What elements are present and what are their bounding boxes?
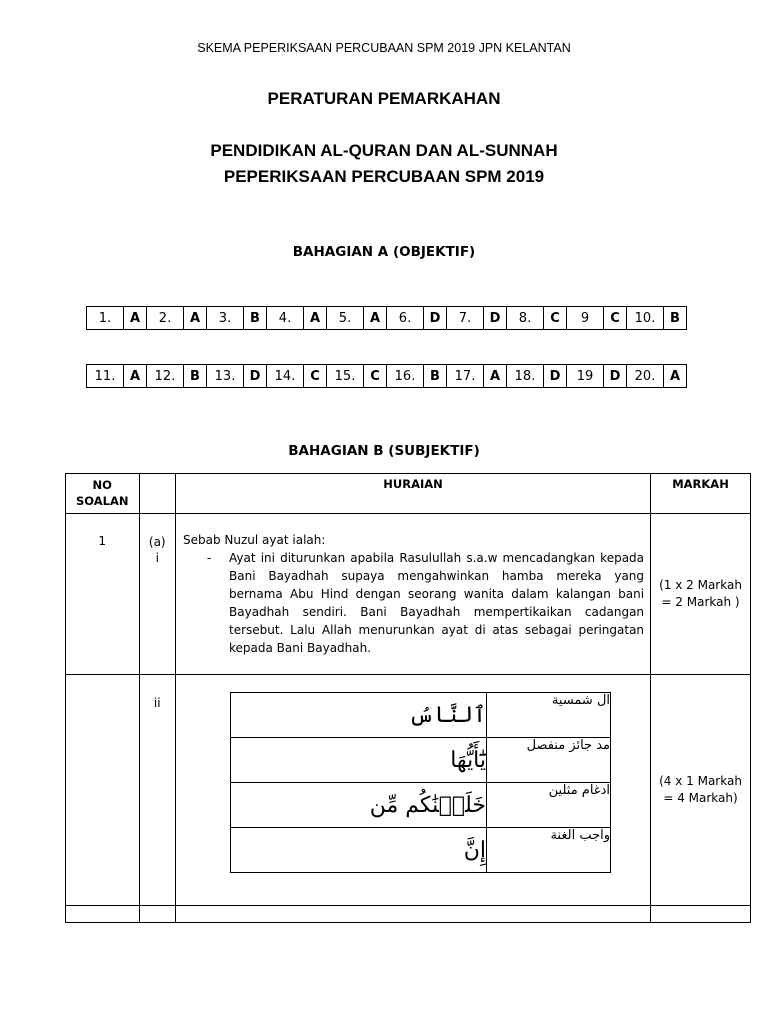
- tajwid-table: [230, 692, 611, 873]
- answer-letter-cell: C: [304, 365, 327, 388]
- question-number-cell: 5.: [327, 307, 364, 330]
- question-number-cell: 3.: [207, 307, 244, 330]
- question-number-cell: 2.: [147, 307, 184, 330]
- table-header-row: [66, 474, 751, 514]
- document-title: PERATURAN PEMARKAHAN: [267, 89, 501, 108]
- header-blank: [139, 474, 176, 514]
- question-number-cell: 4.: [267, 307, 304, 330]
- answer-letter-cell: C: [604, 307, 627, 330]
- arabic-word: ٱلنَّاسُ: [231, 693, 487, 738]
- question-number-cell: 16.: [387, 365, 424, 388]
- objective-answers-row-2: [86, 364, 687, 388]
- section-a-title: BAHAGIAN A (OBJEKTIF): [292, 244, 476, 260]
- header-no-soalan: NO SOALAN: [66, 474, 140, 514]
- question-part: ii: [153, 696, 161, 710]
- answer-letter-cell: D: [544, 365, 567, 388]
- answer-letter-cell: D: [244, 365, 267, 388]
- answer-letter-cell: A: [124, 307, 147, 330]
- answer-letter-cell: B: [664, 307, 687, 330]
- answer-letter-cell: D: [604, 365, 627, 388]
- answer-letter-cell: D: [484, 307, 507, 330]
- answer-paragraph: Ayat ini diturunkan apabila Rasulullah s.a.w mencadangkan kepada Bani Bayadhah supaya mengahwinkan hamba mereka yang bernama Abu Hind dengan seorang wanita dalam kalangan bani Bayadhah sendiri. Bani Bayadhah mempertikaikan cadangan tersebut. Lalu Allah menurunkan ayat di atas sebagai peringatan kepada Bani Bayadhah.: [229, 551, 645, 655]
- question-number-cell: 19: [567, 365, 604, 388]
- answer-letter-cell: A: [124, 365, 147, 388]
- question-number: 1: [98, 534, 107, 548]
- answer-letter-cell: A: [664, 365, 687, 388]
- question-number-cell: 17.: [447, 365, 484, 388]
- subject-title: PENDIDIKAN AL-QURAN DAN AL-SUNNAH: [210, 141, 558, 160]
- arabic-word: خَلَقۡنَٰكُم مِّن: [231, 783, 487, 828]
- header-huraian: HURAIAN: [176, 474, 651, 514]
- answer-letter-cell: B: [424, 365, 447, 388]
- subjective-marking-table: [65, 473, 751, 923]
- table-row: [66, 906, 751, 923]
- question-number-cell: 11.: [87, 365, 124, 388]
- tajwid-rule: واجب الغنة: [487, 828, 611, 873]
- answer-letter-cell: A: [364, 307, 387, 330]
- answer-intro: Sebab Nuzul ayat ialah:: [183, 533, 326, 547]
- question-number-cell: 12.: [147, 365, 184, 388]
- question-number-cell: 15.: [327, 365, 364, 388]
- table-row: [66, 514, 751, 675]
- answer-letter-cell: A: [484, 365, 507, 388]
- answer-letter-cell: A: [184, 307, 207, 330]
- question-number-cell: 14.: [267, 365, 304, 388]
- tajwid-row: [231, 828, 611, 873]
- question-number-cell: 20.: [627, 365, 664, 388]
- tajwid-rule: ال شمسية: [487, 693, 611, 738]
- exam-title: PEPERIKSAAN PERCUBAAN SPM 2019: [223, 167, 545, 186]
- question-number-cell: 18.: [507, 365, 544, 388]
- marks-allocation: (4 x 1 Markah = 4 Markah): [659, 774, 742, 805]
- objective-answers-row-1: [86, 306, 687, 330]
- answer-letter-cell: B: [184, 365, 207, 388]
- question-number-cell: 9: [567, 307, 604, 330]
- answer-letter-cell: C: [364, 365, 387, 388]
- question-number-cell: 6.: [387, 307, 424, 330]
- answer-letter-cell: D: [424, 307, 447, 330]
- question-number-cell: 13.: [207, 365, 244, 388]
- marks-allocation: (1 x 2 Markah = 2 Markah ): [659, 578, 742, 609]
- question-part: (a) i: [148, 535, 166, 565]
- tajwid-rule: ادغام مثلين: [487, 783, 611, 828]
- header-markah: MARKAH: [651, 474, 751, 514]
- answer-letter-cell: B: [244, 307, 267, 330]
- arabic-word: يَٰٓأَيُّهَا: [231, 738, 487, 783]
- answer-letter-cell: A: [304, 307, 327, 330]
- tajwid-row: [231, 738, 611, 783]
- question-number-cell: 10.: [627, 307, 664, 330]
- tajwid-row: [231, 693, 611, 738]
- question-number-cell: 7.: [447, 307, 484, 330]
- scheme-header: SKEMA PEPERIKSAAN PERCUBAAN SPM 2019 JPN KELANTAN: [197, 41, 571, 55]
- table-row: [66, 675, 751, 906]
- arabic-word: إِنَّ: [231, 828, 487, 873]
- answer-content: [176, 514, 650, 657]
- tajwid-row: [231, 783, 611, 828]
- section-b-title: BAHAGIAN B (SUBJEKTIF): [288, 443, 480, 459]
- question-number-cell: 1.: [87, 307, 124, 330]
- tajwid-rule: مد جائز منفصل: [487, 738, 611, 783]
- answer-letter-cell: C: [544, 307, 567, 330]
- question-number-cell: 8.: [507, 307, 544, 330]
- bullet-dash: -: [206, 551, 212, 565]
